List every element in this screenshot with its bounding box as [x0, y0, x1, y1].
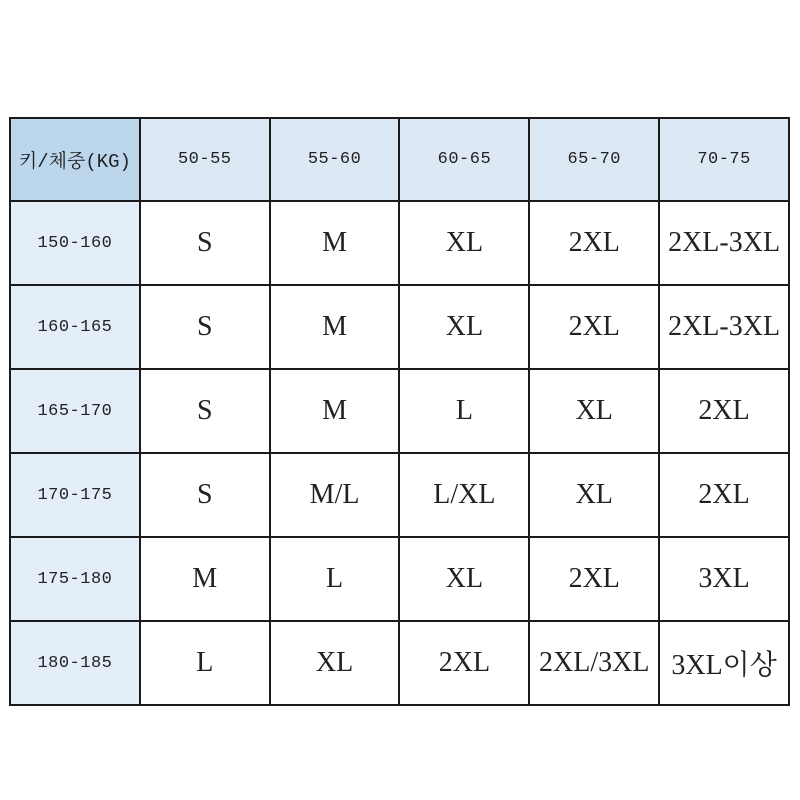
size-cell: L [140, 621, 270, 705]
size-cell: 2XL [529, 285, 659, 369]
height-range-cell: 150-160 [10, 201, 140, 285]
size-cell: L [399, 369, 529, 453]
table-row [10, 621, 789, 705]
size-cell: XL [529, 369, 659, 453]
size-cell: XL [399, 537, 529, 621]
height-range-cell: 170-175 [10, 453, 140, 537]
table-row [10, 453, 789, 537]
size-cell: 2XL-3XL [659, 285, 789, 369]
height-range-cell: 165-170 [10, 369, 140, 453]
size-cell: 2XL [529, 537, 659, 621]
size-cell: 2XL/3XL [529, 621, 659, 705]
size-cell: L [270, 537, 400, 621]
size-cell: S [140, 285, 270, 369]
size-cell: 3XL이상 [659, 621, 789, 705]
weight-header-cell: 55-60 [270, 118, 400, 201]
size-cell: M [270, 369, 400, 453]
size-cell: 2XL [659, 369, 789, 453]
header-row [10, 118, 789, 201]
size-cell: XL [399, 201, 529, 285]
size-cell: 3XL [659, 537, 789, 621]
table-row [10, 369, 789, 453]
size-cell: M [140, 537, 270, 621]
size-cell: S [140, 369, 270, 453]
size-cell: M [270, 285, 400, 369]
weight-header-cell: 65-70 [529, 118, 659, 201]
weight-header-cell: 70-75 [659, 118, 789, 201]
size-cell: L/XL [399, 453, 529, 537]
size-cell: S [140, 453, 270, 537]
height-range-cell: 175-180 [10, 537, 140, 621]
size-cell: XL [270, 621, 400, 705]
size-cell: M [270, 201, 400, 285]
size-chart-table [9, 117, 790, 706]
weight-header-cell: 60-65 [399, 118, 529, 201]
table-row [10, 285, 789, 369]
height-range-cell: 160-165 [10, 285, 140, 369]
size-cell: 2XL [659, 453, 789, 537]
size-cell: 2XL [529, 201, 659, 285]
size-cell: 2XL [399, 621, 529, 705]
size-cell: M/L [270, 453, 400, 537]
table-row [10, 201, 789, 285]
size-cell: XL [399, 285, 529, 369]
size-cell: S [140, 201, 270, 285]
height-range-cell: 180-185 [10, 621, 140, 705]
corner-header-cell: 키/체중(KG) [10, 118, 140, 201]
table-row [10, 537, 789, 621]
weight-header-cell: 50-55 [140, 118, 270, 201]
size-cell: 2XL-3XL [659, 201, 789, 285]
size-cell: XL [529, 453, 659, 537]
